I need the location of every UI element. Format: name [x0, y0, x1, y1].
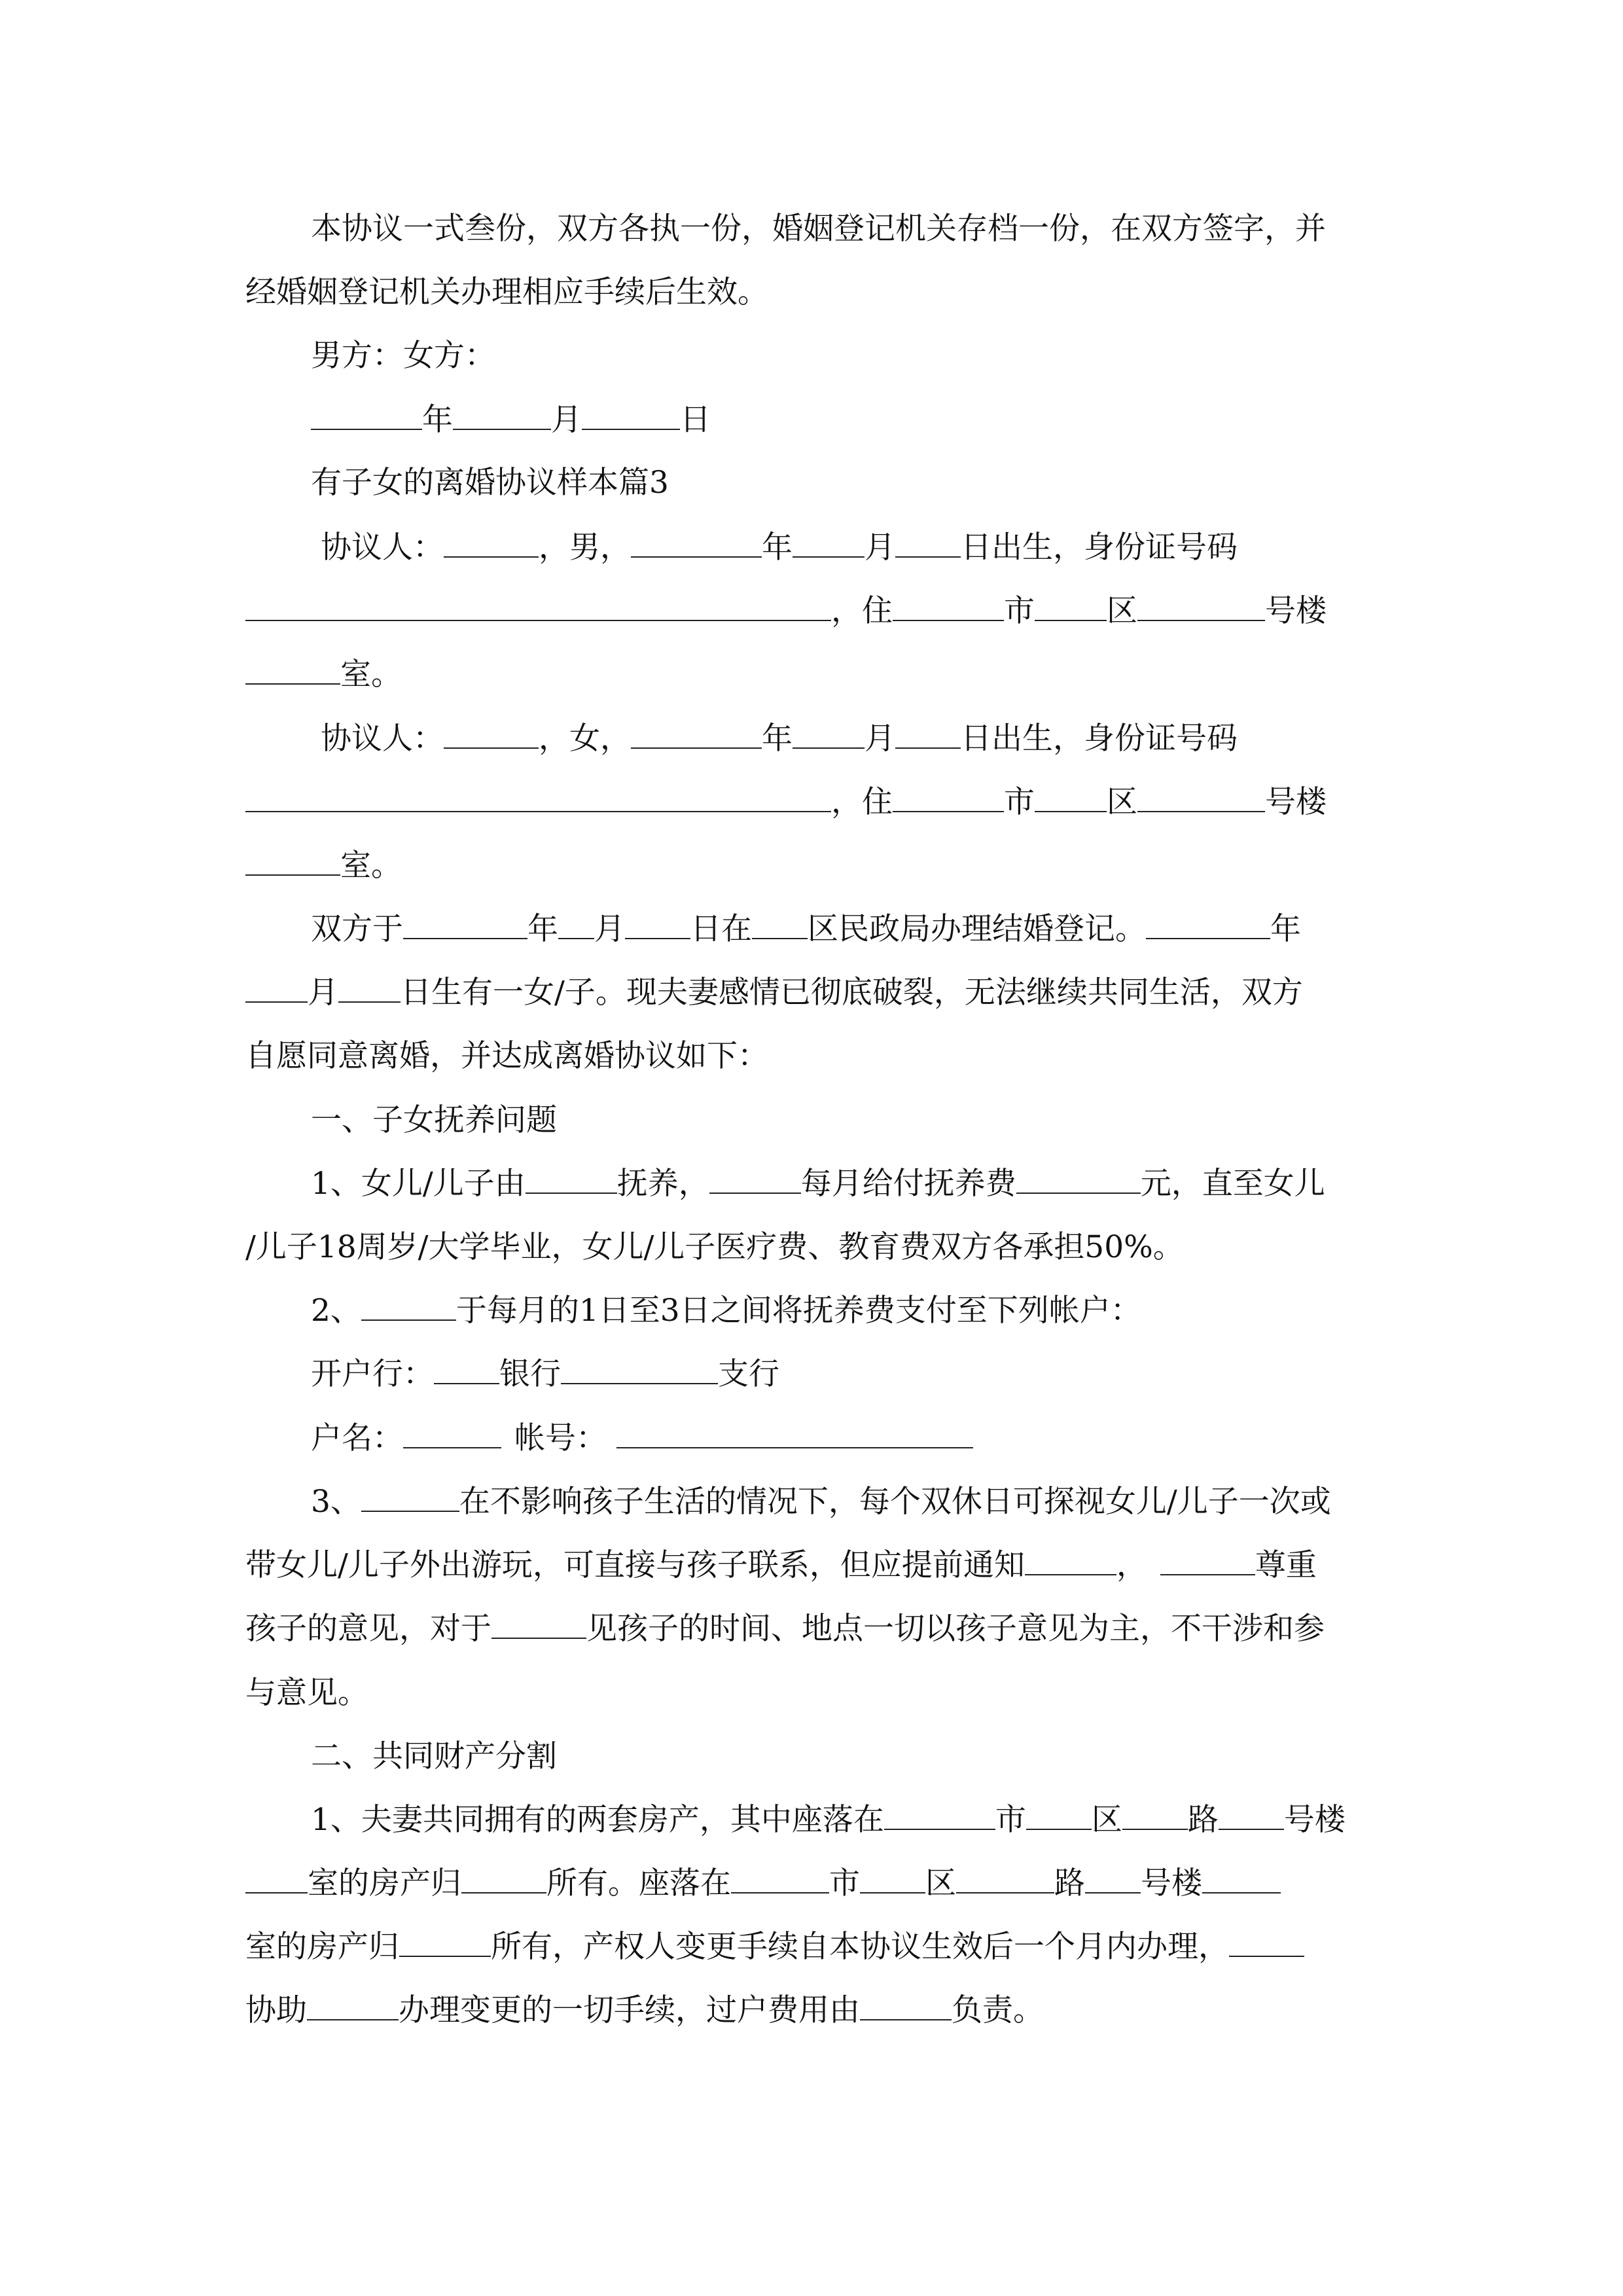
text: 区 [1107, 784, 1137, 820]
blank [361, 1293, 456, 1321]
blank [245, 657, 340, 685]
marriage-line-3 [245, 1037, 1378, 1076]
text: 年 [1270, 911, 1301, 947]
blank [245, 594, 831, 621]
blank [1160, 1548, 1255, 1575]
blank [1137, 785, 1265, 812]
blank [311, 403, 422, 430]
text: 日出生，身份证号码 [961, 721, 1238, 757]
party2-line-2 [245, 783, 1378, 822]
text: 区 [925, 1865, 956, 1901]
text: 月 [551, 402, 582, 438]
blank [338, 975, 401, 1003]
blank [884, 1803, 995, 1830]
text: 于每月的1日至3日之间将抚养费支付至下列帐户： [455, 1293, 1141, 1329]
blank [307, 1993, 399, 2020]
blank [752, 912, 808, 939]
blank [860, 1993, 952, 2020]
heading-children [311, 1101, 1378, 1140]
blank [631, 721, 762, 749]
text: 带女儿/儿子外出游玩，可直接与孩子联系，但应提前通知 [245, 1547, 1025, 1583]
text: 支行 [718, 1356, 779, 1392]
text: ， [1116, 1547, 1147, 1583]
text: 协助 [245, 1992, 307, 2028]
blank [1137, 594, 1265, 621]
blank [709, 1166, 801, 1194]
blank [491, 1611, 586, 1639]
text: 月 [865, 529, 895, 565]
text: ，女， [539, 721, 631, 757]
blank [895, 530, 961, 558]
text: 日生有一女/子。现夫妻感情已彻底破裂，无法继续共同生活，双方 [401, 975, 1303, 1011]
text: 见孩子的时间、地点一切以孩子意见为主，不干涉和参 [586, 1611, 1325, 1647]
blank [453, 403, 551, 430]
property-line-4 [245, 1991, 1378, 2030]
marriage-line-2 [245, 973, 1378, 1013]
account-line [311, 1419, 1378, 1458]
marriage-line-1 [311, 910, 1378, 949]
text: 2、 [311, 1293, 361, 1329]
text: 号楼 [1265, 593, 1327, 629]
text: 市 [1004, 784, 1035, 820]
text: 室的房产归 [245, 1929, 399, 1965]
text: 孩子的意见，对于 [245, 1611, 491, 1647]
text: 所有，产权人变更手续自本协议生效后一个月内办理， [491, 1929, 1229, 1965]
text: 自愿同意离婚，并达成离婚协议如下： [245, 1038, 768, 1074]
text: 区 [1091, 1802, 1122, 1838]
text: 号楼 [1283, 1802, 1346, 1838]
blank [1122, 1803, 1188, 1830]
blank [403, 1421, 501, 1448]
blank [793, 530, 865, 558]
text: 经婚姻登记机关办理相应手续后生效。 [245, 274, 768, 310]
item1-line-1 [311, 1164, 1378, 1204]
text: 有子女的离婚协议样本篇3 [311, 465, 669, 501]
text: 市 [829, 1865, 860, 1901]
blank [1146, 912, 1270, 939]
text: 抚养， [616, 1166, 709, 1202]
party1-line-1 [321, 528, 1378, 567]
text: 在不影响孩子生活的情况下，每个双休日可探视女儿/儿子一次或 [459, 1484, 1331, 1520]
text: 路 [1187, 1802, 1219, 1838]
item3-line-1 [311, 1482, 1378, 1522]
text: 双方于 [311, 911, 403, 947]
property-line-2 [245, 1864, 1378, 1903]
signature-parties [311, 336, 1378, 376]
text: 月 [865, 721, 895, 757]
blank [403, 912, 527, 939]
party1-line-3 [245, 655, 1378, 694]
section-title [311, 463, 1378, 503]
text: ，住 [831, 593, 893, 629]
text: 区民政局办理结婚登记。 [808, 911, 1146, 947]
text: 年 [422, 402, 453, 438]
text: 与意见。 [245, 1675, 368, 1711]
text: 日出生，身份证号码 [961, 529, 1238, 565]
blank [1035, 785, 1107, 812]
blank [1229, 1929, 1304, 1957]
text: 二、共同财产分割 [311, 1738, 557, 1774]
text: 区 [1107, 593, 1137, 629]
blank [956, 1866, 1054, 1893]
blank [444, 530, 539, 558]
text: ，男， [539, 529, 631, 565]
text: 日 [680, 402, 711, 438]
item1-line-2 [245, 1228, 1378, 1267]
text: 办理变更的一切手续，过户费用由 [399, 1992, 860, 2028]
party2-line-3 [245, 846, 1378, 886]
text: 1、女儿/儿子由 [311, 1166, 526, 1202]
text: 尊重 [1255, 1547, 1317, 1583]
blank [582, 403, 680, 430]
text: 日在 [690, 911, 752, 947]
blank [793, 721, 865, 749]
blank [434, 1357, 499, 1384]
text: 室。 [340, 848, 402, 884]
blank [893, 594, 1004, 621]
blank [361, 1484, 459, 1512]
text: 3、 [311, 1484, 361, 1520]
text: 室。 [340, 656, 402, 692]
party2-line-1 [321, 719, 1378, 759]
effect-line-1 [311, 209, 1378, 249]
text: 年 [762, 529, 793, 565]
heading-property [311, 1737, 1378, 1776]
blank [893, 785, 1004, 812]
blank [1025, 1548, 1116, 1575]
blank [1085, 1866, 1141, 1893]
blank [1016, 1166, 1141, 1194]
blank [860, 1866, 925, 1893]
text: 元，直至女儿 [1140, 1166, 1325, 1202]
blank [561, 1357, 718, 1384]
bank-line [311, 1355, 1378, 1394]
blank [616, 1421, 973, 1448]
blank [625, 912, 690, 939]
item3-line-2 [245, 1546, 1378, 1585]
item3-line-3 [245, 1609, 1378, 1649]
text: 协议人： [321, 721, 444, 757]
text: 月 [308, 975, 338, 1011]
blank [1026, 1803, 1092, 1830]
text: 每月给付抚养费 [800, 1166, 1016, 1202]
text: 协议人： [321, 529, 444, 565]
blank [245, 1866, 308, 1893]
blank [245, 975, 308, 1003]
text: 负责。 [952, 1992, 1044, 2028]
text: 男方：女方： [311, 338, 495, 374]
text: 本协议一式叁份，双方各执一份，婚姻登记机关存档一份，在双方签字，并 [311, 211, 1326, 247]
blank [631, 530, 762, 558]
text: ，住 [831, 784, 893, 820]
blank [895, 721, 961, 749]
text: 路 [1054, 1865, 1085, 1901]
text: 一、子女抚养问题 [311, 1102, 557, 1138]
text: 所有。座落在 [546, 1865, 731, 1901]
item3-line-4 [245, 1674, 1378, 1713]
text: 开户行： [311, 1356, 434, 1392]
blank [444, 721, 539, 749]
text: 1、夫妻共同拥有的两套房产，其中座落在 [311, 1802, 884, 1838]
property-line-1 [311, 1801, 1378, 1840]
blank [245, 785, 831, 812]
blank [1219, 1803, 1284, 1830]
text: 月 [594, 911, 625, 947]
item2-line [311, 1291, 1378, 1331]
text: 银行 [499, 1356, 561, 1392]
blank [1202, 1866, 1281, 1893]
text: 市 [1004, 593, 1035, 629]
text: 市 [995, 1802, 1026, 1838]
text: 号楼 [1141, 1865, 1202, 1901]
blank [461, 1866, 546, 1893]
blank [731, 1866, 829, 1893]
blank [245, 848, 340, 876]
effect-line-2 [245, 273, 1378, 312]
text: /儿子18周岁/大学毕业，女儿/儿子医疗费、教育费双方各承担50%。 [245, 1229, 1184, 1265]
signature-date [311, 401, 1378, 440]
blank [1035, 594, 1107, 621]
text: 帐号： [514, 1420, 607, 1456]
text: 户名： [311, 1420, 403, 1456]
text: 号楼 [1265, 784, 1327, 820]
text: 年 [762, 721, 793, 757]
blank [558, 912, 594, 939]
property-line-3 [245, 1928, 1378, 1967]
blank [526, 1166, 617, 1194]
blank [399, 1929, 491, 1957]
text: 年 [527, 911, 558, 947]
text: 室的房产归 [308, 1865, 461, 1901]
party1-line-2 [245, 592, 1378, 631]
